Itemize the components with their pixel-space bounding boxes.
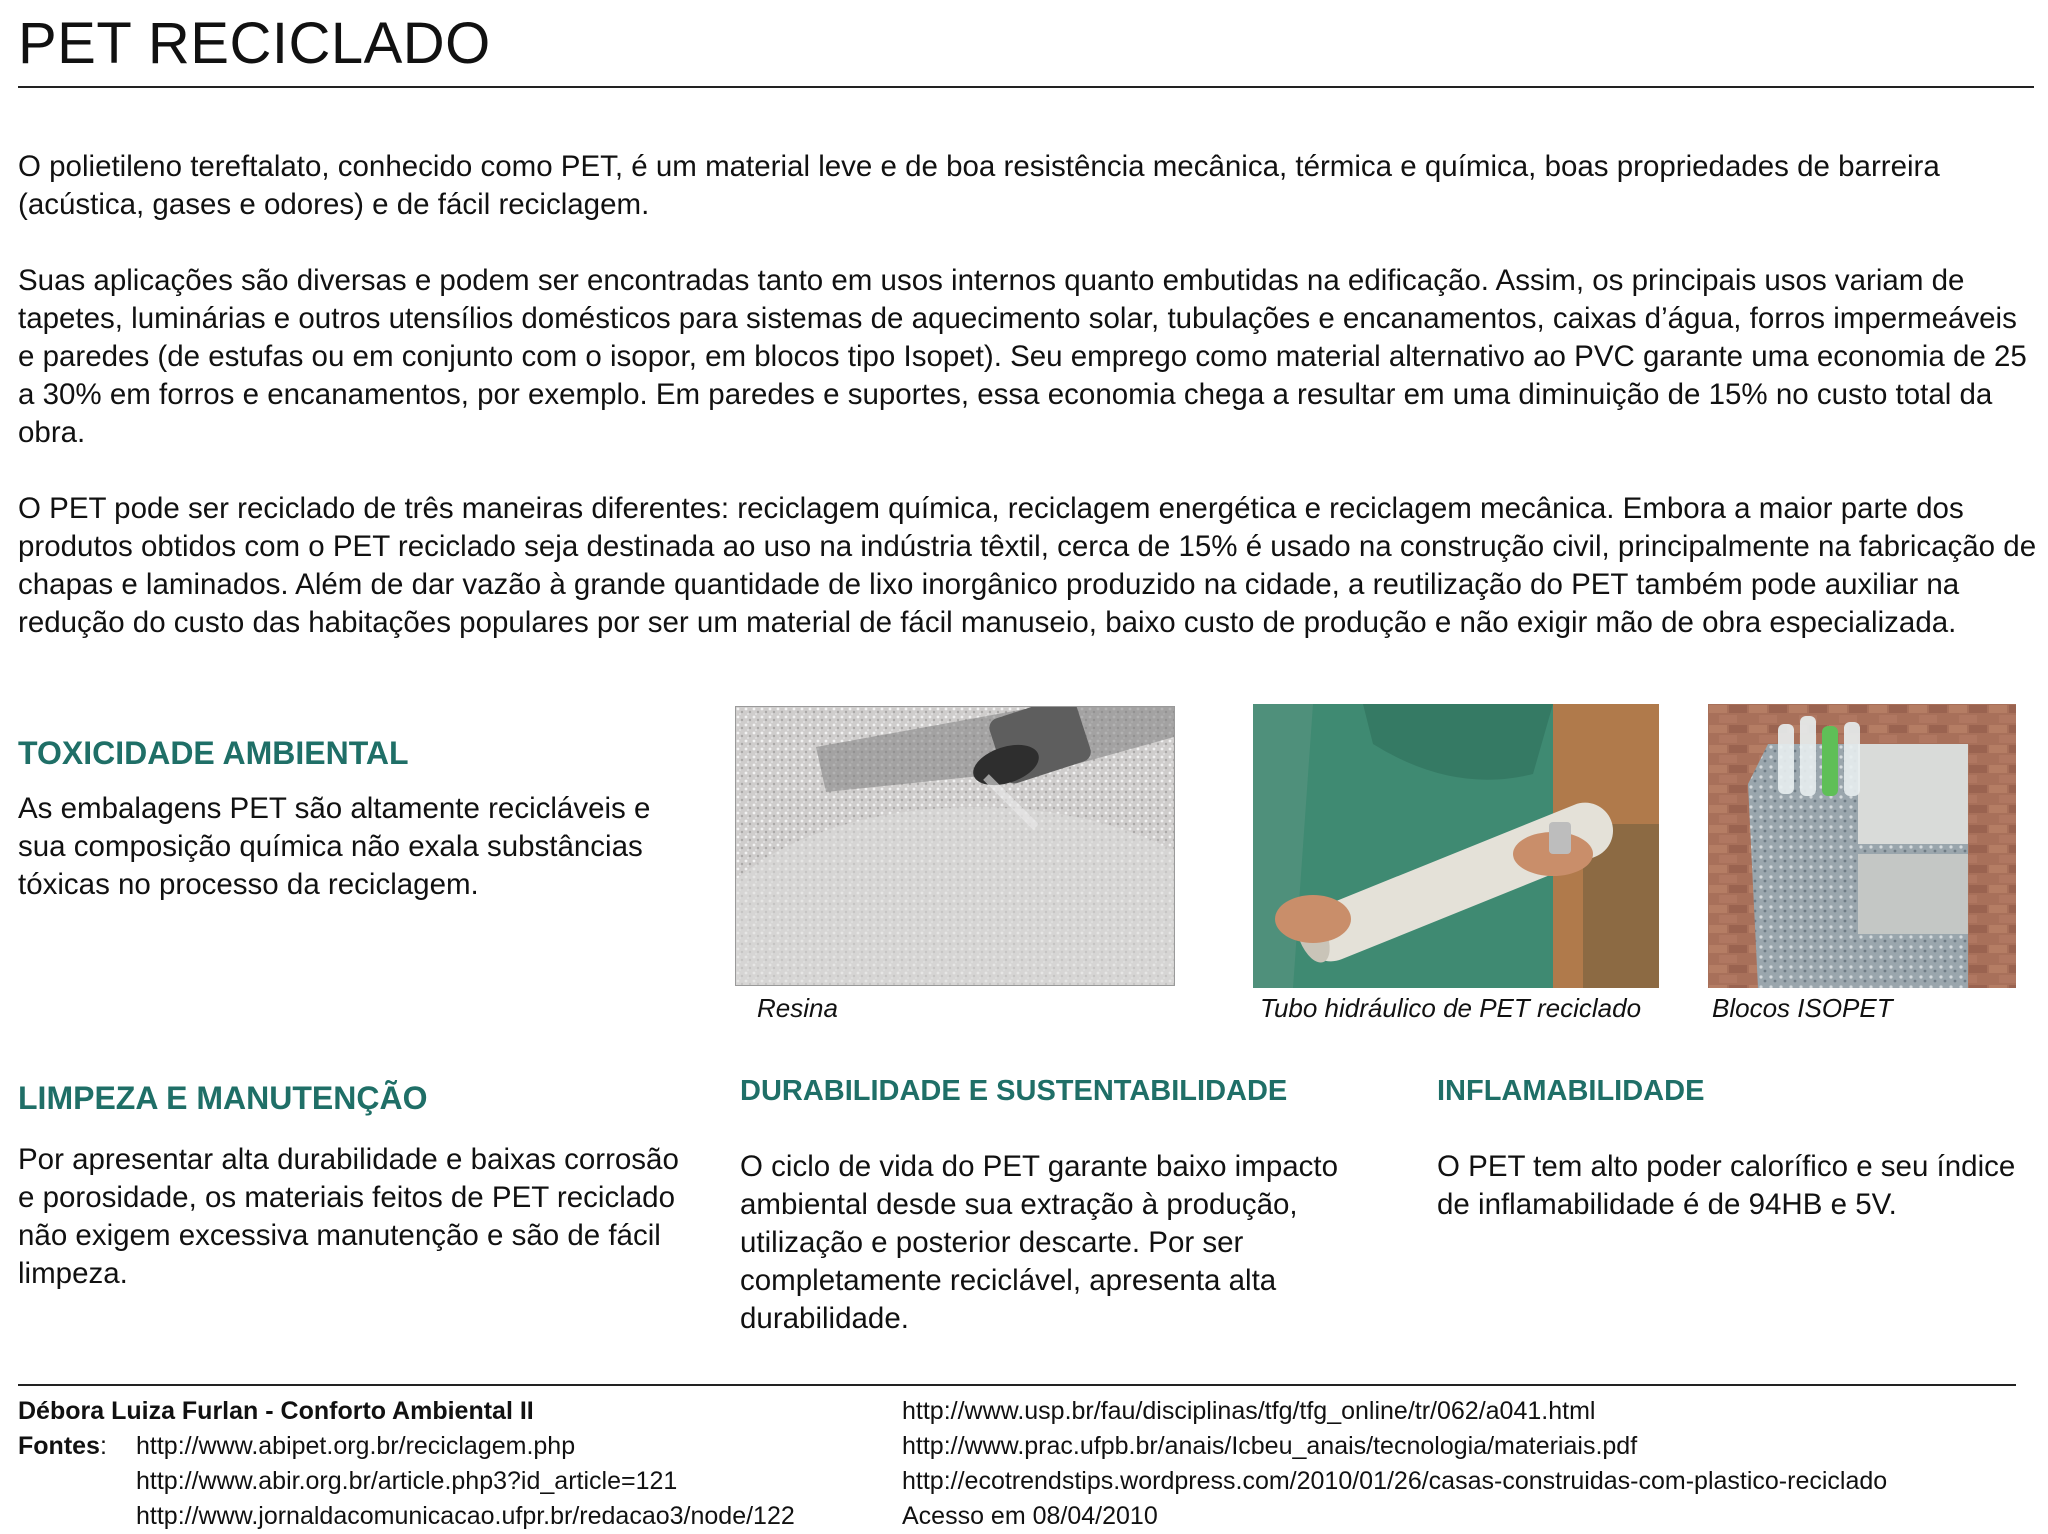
- title-divider: [18, 86, 2034, 88]
- source-link[interactable]: http://www.prac.ufpb.br/anais/Icbeu_anais/tecnologia/materiais.pdf: [902, 1432, 1638, 1460]
- resina-photo: [735, 706, 1175, 986]
- source-link[interactable]: http://www.usp.br/fau/disciplinas/tfg/tfg_online/tr/062/a041.html: [902, 1397, 1596, 1425]
- page-title: PET RECICLADO: [18, 11, 491, 76]
- inflamabilidade-heading: INFLAMABILIDADE: [1437, 1075, 1705, 1107]
- footer-divider: [18, 1384, 2016, 1386]
- blocos-caption: Blocos ISOPET: [1712, 993, 1893, 1023]
- limpeza-text: Por apresentar alta durabilidade e baixas corrosão e porosidade, os materiais feitos de PET reciclado não exigem excessiva manutenção e são de fácil limpeza.: [18, 1143, 679, 1290]
- applications-paragraph: Suas aplicações são diversas e podem ser encontradas tanto em usos internos quanto embutidas na edificação. Assim, os principais usos variam de tapetes, luminárias e outros utensílios domésticos para sistemas de aquecimento solar, tubulações e encanamentos, caixas d’água, forros impermeáveis e paredes (de estufas ou em conjunto com o isopor, em blocos tipo Isopet). Seu emprego como material alternativo ao PVC garante uma economia de 25 a 30% em forros e encanamentos, por exemplo. Em paredes e suportes, essa economia chega a resultar em uma diminuição de 15% no custo total da obra.: [18, 264, 2027, 449]
- inflamabilidade-text: O PET tem alto poder calorífico e seu índice de inflamabilidade é de 94HB e 5V.: [1437, 1150, 2016, 1221]
- durabilidade-heading: DURABILIDADE E SUSTENTABILIDADE: [740, 1075, 1288, 1107]
- source-link[interactable]: http://www.abir.org.br/article.php3?id_article=121: [136, 1467, 678, 1495]
- tubo-photo: [1253, 704, 1659, 988]
- source-link[interactable]: http://www.abipet.org.br/reciclagem.php: [136, 1432, 576, 1460]
- toxicidade-heading: TOXICIDADE AMBIENTAL: [18, 735, 409, 771]
- recycling-paragraph: O PET pode ser reciclado de três maneiras diferentes: reciclagem química, reciclagem energética e reciclagem mecânica. Embora a maior parte dos produtos obtidos com o PET reciclado seja destinada ao uso na indústria têxtil, cerca de 15% é usado na construção civil, principalmente na fabricação de chapas e laminados. Além de dar vazão à grande quantidade de lixo inorgânico produzido na cidade, a reutilização do PET também pode auxiliar na redução do custo das habitações populares por ser um material de fácil manuseio, baixo custo de produção e não exigir mão de obra especializada.: [18, 492, 2037, 639]
- resina-caption: Resina: [757, 993, 838, 1023]
- intro-paragraph: O polietileno tereftalato, conhecido como PET, é um material leve e de boa resistência mecânica, térmica e química, boas propriedades de barreira (acústica, gases e odores) e de fácil reciclagem.: [18, 150, 1940, 221]
- author-credit: Débora Luiza Furlan - Conforto Ambiental II: [18, 1397, 534, 1425]
- source-link[interactable]: http://www.jornaldacomunicacao.ufpr.br/redacao3/node/122: [136, 1502, 795, 1530]
- tubo-caption: Tubo hidráulico de PET reciclado: [1260, 993, 1642, 1023]
- blocos-photo: [1708, 704, 2016, 988]
- source-link[interactable]: http://ecotrendstips.wordpress.com/2010/01/26/casas-construidas-com-plastico-reciclado: [902, 1467, 1888, 1495]
- toxicidade-text: As embalagens PET são altamente recicláveis e sua composição química não exala substâncias tóxicas no processo da reciclagem.: [18, 792, 651, 901]
- durabilidade-text: O ciclo de vida do PET garante baixo impacto ambiental desde sua extração à produção, utilização e posterior descarte. Por ser completamente reciclável, apresenta alta durabilidade.: [740, 1150, 1338, 1335]
- sources-label: Fontes:: [18, 1432, 107, 1460]
- limpeza-heading: LIMPEZA E MANUTENÇÃO: [18, 1080, 428, 1116]
- access-date: Acesso em 08/04/2010: [902, 1502, 1158, 1530]
